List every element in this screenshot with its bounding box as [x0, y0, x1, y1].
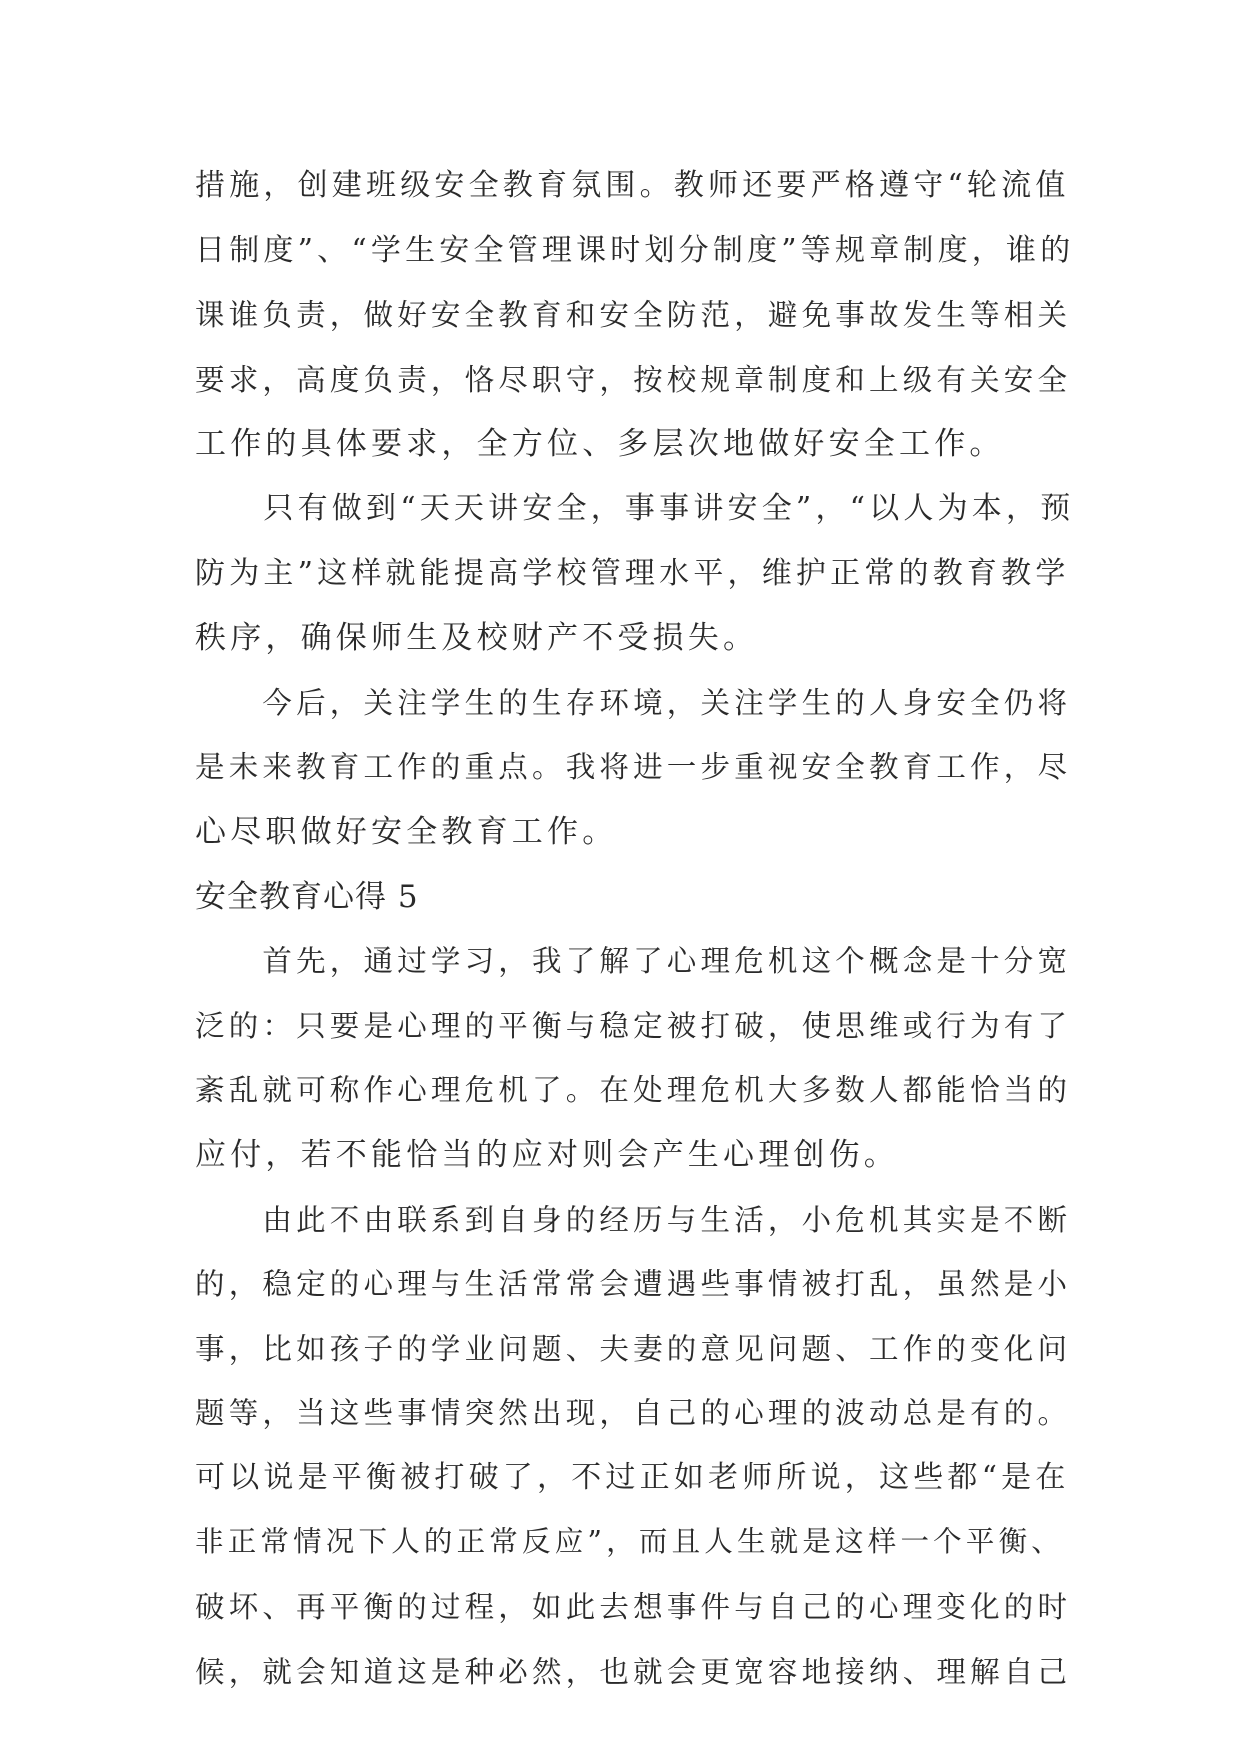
- text-line: 泛的：只要是心理的平衡与稳定被打破，使思维或行为有了: [195, 1008, 1072, 1043]
- text-line: 可以说是平衡被打破了，不过正如老师所说，这些都“是在: [195, 1459, 1070, 1495]
- text-line: 破坏、再平衡的过程，如此去想事件与自己的心理变化的时: [195, 1590, 1072, 1625]
- text-line: 事，比如孩子的学业问题、夫妻的意见问题、工作的变化问: [195, 1331, 1072, 1366]
- text-line: 候，就会知道这是种必然，也就会更宽容地接纳、理解自己: [195, 1654, 1072, 1689]
- text-line: 心尽职做好安全教育工作。: [195, 813, 618, 850]
- text-line: 的，稳定的心理与生活常常会遭遇些事情被打乱，虽然是小: [195, 1267, 1072, 1302]
- text-line: 措施，创建班级安全教育氛围。教师还要严格遵守“轮流值: [195, 168, 1070, 203]
- text-line: 应付，若不能恰当的应对则会产生心理创伤。: [195, 1136, 899, 1173]
- text-line: 今后，关注学生的生存环境，关注学生的人身安全仍将: [195, 685, 1072, 720]
- text-line: 非正常情况下人的正常反应”，而且人生就是这样一个平衡、: [195, 1525, 1064, 1559]
- text-line: 首先，通过学习，我了解了心理危机这个概念是十分宽: [195, 944, 1072, 979]
- text-line: 题等，当这些事情突然出现，自己的心理的波动总是有的。: [195, 1396, 1072, 1431]
- text-line: 紊乱就可称作心理危机了。在处理危机大多数人都能恰当的: [195, 1073, 1072, 1108]
- text-line: 课谁负责，做好安全教育和安全防范，避免事故发生等相关: [195, 298, 1072, 333]
- text-line: 秩序，确保师生及校财产不受损失。: [195, 620, 759, 657]
- text-line: 日制度”、“学生安全管理课时划分制度”等规章制度，谁的: [195, 232, 1075, 268]
- text-line: 工作的具体要求，全方位、多层次地做好安全工作。: [195, 426, 1005, 463]
- text-line: 由此不由联系到自身的经历与生活，小危机其实是不断: [195, 1202, 1072, 1237]
- text-line: 防为主”这样就能提高学校管理水平，维护正常的教育教学: [195, 555, 1070, 591]
- text-line: 是未来教育工作的重点。我将进一步重视安全教育工作，尽: [195, 750, 1072, 785]
- document-body: [195, 154, 1075, 1704]
- text-line: 只有做到“天天讲安全，事事讲安全”，“以人为本，预: [195, 490, 1075, 526]
- text-line: 要求，高度负责，恪尽职守，按校规章制度和上级有关安全: [195, 362, 1072, 397]
- section-heading: 安全教育心得 5: [195, 878, 419, 915]
